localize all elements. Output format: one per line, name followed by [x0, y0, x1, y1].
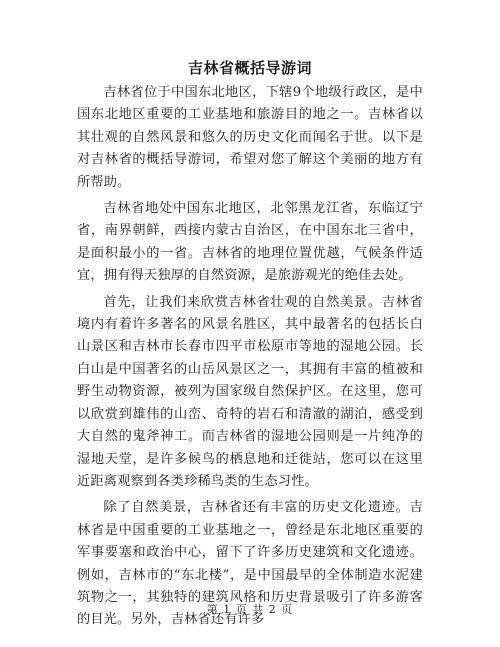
- paragraph-4: 除了自然美景，吉林省还有丰富的历史文化遗迹。吉林省是中国重要的工业基地之一，曾经是东北地区重要的军事要塞和政治中心，留下了许多历史建筑和文化遗迹。例如，吉林市的“东北楼”，是中国最早的全体制造水泥建筑物之一，其独特的建筑风格和历史背景吸引了许多游客的目光。另外，吉林省还有许多: [77, 500, 423, 628]
- document-title: 吉林省概括导游词: [187, 59, 312, 77]
- paragraph-1: 吉林省位于中国东北地区，下辖9个地级行政区，是中国东北地区重要的工业基地和旅游目的地之一。吉林省以其壮观的自然风景和悠久的历史文化而闻名于世。以下是对吉林省的概括导游词，希望对您了解这个美丽的地方有所帮助。: [77, 85, 423, 190]
- paragraph-2: 吉林省地处中国东北地区，北邻黑龙江省，东临辽宁省，南界朝鲜，西接内蒙古自治区，在中国东北三省中，是面积最小的一省。吉林省的地理位置优越，气候条件适宜，拥有得天独厚的自然资源，是旅游观光的绝佳去处。: [77, 201, 423, 284]
- document-body: [77, 82, 423, 636]
- page-number-footer: 第 1 页 共 2 页: [206, 603, 294, 616]
- paragraph-3: 首先，让我们来欣赏吉林省壮观的自然美景。吉林省境内有着许多著名的风景名胜区，其中最著名的包括长白山景区和吉林市长春市四平市松原市等地的湿地公园。长白山是中国著名的山岳风景区之一，其拥有丰富的植被和野生动物资源，被列为国家级自然保护区。在这里，您可以欣赏到雄伟的山峦、奇特的岩石和清澈的湖泊，感受到大自然的鬼斧神工。而吉林省的湿地公园则是一片纯净的湿地天堂，是许多候鸟的栖息地和迁徙站，您可以在这里近距离观察到各类珍稀鸟类的生态习性。: [77, 294, 423, 489]
